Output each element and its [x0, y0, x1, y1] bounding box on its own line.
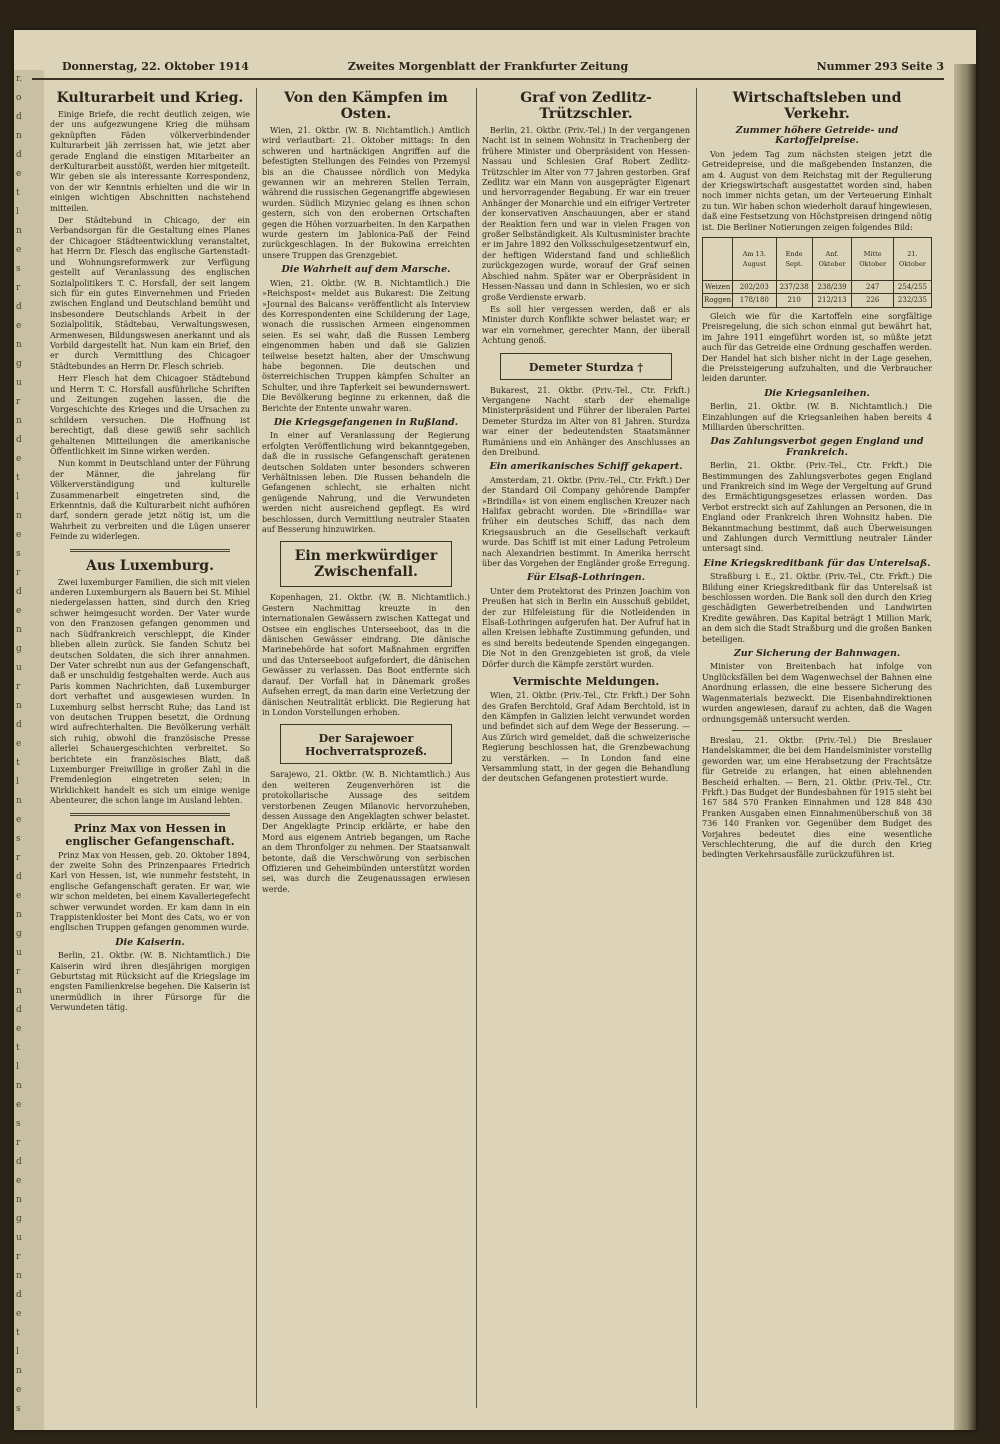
section-divider	[70, 549, 230, 552]
article-paragraph: Straßburg i. E., 21. Oktbr. (Priv.-Tel., Ctr. Frkft.) Die Bildung einer Kriegskreditbank für das Unterelsaß ist beschlossen worden. Die Bank soll den durch den Krieg geschädigten Gewerbetreibenden und Landwirten Kredite gewähren. Das Kapital beträgt 1 Million Mark, an dem sich die Stadt Straßburg und die großen Banken beteiligen.	[702, 572, 932, 644]
headline-kulturarbeit: Kulturarbeit und Krieg.	[56, 90, 244, 106]
article-paragraph: Amsterdam, 21. Oktbr. (Priv.-Tel., Ctr. Frkft.) Der der Standard Oil Company gehörende Dampfer »Brindilla« ist von einem englischen Kreuzer nach Halifax gebracht worden. Die »Brindilla« war früher ein deutsches Schiff, das nach dem Kriegsausbruch an die Gesellschaft verkauft wurde. Das Schiff ist mit einer Ladung Petroleum nach Alexandrien bestimmt. In Amerika herrscht über das Vorgehen der Engländer große Erregung.	[482, 475, 690, 569]
table-header-cell: Mitte Oktober	[852, 238, 894, 281]
headline-getreidepreise: Zummer höhere Getreide- und Kartoffelpreise.	[735, 125, 899, 147]
article-paragraph: Wien, 21. Oktbr. (W. B. Nichtamtlich.) Amtlich wird verlautbart: 21. Oktober mittags: In den schweren und hartnäckigen Angriffen auf die befestigten Stellungen des Feindes von Przemysl bis an die Chaussee nördlich von Medyka gewannen wir an mehreren Stellen Terrain, während die russischen Gegenangriffe abgewiesen wurden. Südlich Mizyniec gelang es ihnen schon gestern, sich von den erobernen Ortschaften gegen die Höhen vorzuarbeiten. In den Karpathen wurde gestern im Jablonica-Paß der Feind zurückgeschlagen. In der Bukowina erreichten unsere Truppen das Grenzgebiet.	[262, 126, 470, 260]
header-edition: Zweites Morgenblatt der Frankfurter Zeitung	[347, 60, 629, 73]
header-page-info: Nummer 293 Seite 3	[816, 60, 944, 73]
article-paragraph: Bukarest, 21. Oktbr. (Priv.-Tel., Ctr. Frkft.) Vergangene Nacht starb der ehemalige Ministerpräsident und Führer der liberalen Partei Demeter Sturdza im Alter von 81 Jahren. Sturdza war einer der bedeutendsten Staatsmänner Rumäniens und ein Anhänger des Anschlusses an den Dreibund.	[482, 385, 690, 457]
table-header-cell: Ende Sept.	[776, 238, 812, 281]
section-divider	[70, 813, 230, 816]
headline-luxemburg: Aus Luxemburg.	[86, 557, 214, 574]
table-header-cell: Am 13. August	[733, 238, 776, 281]
table-cell: 178/180	[733, 294, 776, 307]
article-paragraph: Gleich wie für die Kartoffeln eine sorgfältige Preisregelung, die sich schon einmal gut bewährt hat, im Jahre 1911 eingeführt worden ist, so müßte jetzt auch für das Getreide eine Ordnung geschaffen werden. Der Handel hat sich bisher nicht in der Lage gesehen, die Preissteigerung aufzuhalten, und die Verbraucher leiden darunter.	[702, 311, 932, 384]
headline-zahlungsverbot: Das Zahlungsverbot gegen England und Frankreich.	[710, 436, 924, 458]
table-cell: 254/255	[893, 281, 931, 294]
article-paragraph: Herr Flesch hat dem Chicagoer Städtebund und Herrn T. C. Horsfall ausführliche Schriften und Zeitungen zugehen lassen, die die Vorgeschichte des Krieges und die Ursachen zu schildern versuchen. Die Hoffnung ist berechtigt, daß diese gewiß sehr sachlich gehaltenen Mitteilungen die amerikanische Öffentlichkeit im Sinne wirken werden.	[50, 374, 250, 456]
article-paragraph: Unter dem Protektorat des Prinzen Joachim von Preußen hat sich in Berlin ein Ausschuß gebildet, der zur Hilfeleistung für die Notleidenden in Elsaß-Lothringen aufgerufen hat. Der Aufruf hat in allen Kreisen lebhafte Zustimmung gefunden, und es sind bereits bedeutende Spenden eingegangen. Die Not in den Grenzgebieten ist groß, da viele Dörfer durch die Kämpfe zerstört wurden.	[482, 586, 690, 669]
headline-kriegsanleihen: Die Kriegsanleihen.	[764, 387, 870, 399]
article-paragraph: Prinz Max von Hessen, geb. 20. Oktober 1894, der zweite Sohn des Prinzenpaares Friedrich Karl von Hessen, ist, wie nunmehr feststeht, in englische Gefangenschaft geraten. Er war, wie wir schon meldeten, bei einem Kavalleriegefecht schwer verwundet worden. Er kam dann in ein Trappistenkloster bei Mont des Cats, wo er von englischen Truppen gefangen genommen wurde.	[50, 850, 250, 933]
column-1	[50, 86, 250, 1416]
article-paragraph: Berlin, 21. Oktbr. (W. B. Nichtamtlich.) Die Einzahlungen auf die Kriegsanleihen haben bereits 4 Milliarden überschritten.	[702, 402, 932, 432]
section-divider	[732, 730, 902, 731]
article-paragraph: Berlin, 21. Oktbr. (Priv.-Tel., Ctr. Frkft.) Die Bestimmungen des Zahlungsverbotes gegen England und Frankreich sind im Wege der Vergeltung auf Grund des Ermächtigungsgesetzes erlassen worden. Das Verbot erstreckt sich auf Zahlungen an Personen, die in England oder Frankreich ihren Wohnsitz haben. Die Bekanntmachung bestimmt, daß auch Überweisungen und Zahlungen durch Vermittlung neutraler Länder untersagt sind.	[702, 461, 932, 554]
table-cell: 232/235	[893, 294, 931, 307]
table-cell: 238/239	[812, 281, 852, 294]
article-paragraph: Kopenhagen, 21. Oktbr. (W. B. Nichtamtlich.) Gestern Nachmittag kreuzte in den internationalen Gewässern zwischen Kattegat und Ostsee ein englisches Unterseeboot, das in die dänischen Gewässer eindrang. Die dänische Marinebehörde hat sofort Maßnahmen ergriffen und das Unterseeboot aufgefordert, die dänischen Gewässer zu verlassen. Das Boot entfernte sich darauf. Der Vorfall hat in Dänemark großes Aufsehen erregt, da man darin eine Verletzung der dänischen Neutralität erblickt. Die Regierung hat in London Vorstellungen erhoben.	[262, 593, 470, 717]
table-header-cell: 21. Oktober	[893, 238, 931, 281]
headline-wahrheit: Die Wahrheit auf dem Marsche.	[281, 264, 451, 276]
headline-schiff: Ein amerikanisches Schiff gekapert.	[489, 461, 683, 473]
article-paragraph: Der Städtebund in Chicago, der ein Verbandsorgan für die Gestaltung eines Planes der Chicagoer Städteentwicklung veranstaltet, hat Herrn Dr. Flesch das englische Gartenstadt- und Wohnungsreformwerk zur Verfügung gestellt auf Veranlassung des englischen Sozialpolitikers T. C. Horsfall, der seit langem sich für ein gutes Einvernehmen und Frieden zwischen England und Deutschland bemüht und insbesondere Deutschlands Arbeit in der Sozialpolitik, Städtebau, Verwaltungswesen, Armenwesen, Bildungswesen anerkannt und als Vorbild dargestellt hat. Nun kam ein Brief, den er durch Vermittlung des Chicagoer Städtebundes an Herrn Dr. Flesch schrieb.	[50, 216, 250, 371]
headline-vermischte: Vermischte Meldungen.	[512, 675, 660, 689]
table-cell: 226	[852, 294, 894, 307]
article-paragraph: Berlin, 21. Oktbr. (Priv.-Tel.) In der vergangenen Nacht ist in seinem Wohnsitz in Trachenberg der frühere Minister und Oberpräsident von Hessen-Nassau und Schlesien Graf Robert Zedlitz-Trützschler im Alter von 77 Jahren gestorben. Graf Zedlitz war ein Mann von ausgeprägter Eigenart und hervorragender Begabung. Er war ein treuer Anhänger der Monarchie und ein eifriger Vertreter der konservativen Anschauungen, aber er stand der Reaktion fern und war in vielen Fragen von großer Selbständigkeit. Als Kultusminister brachte er im Jahre 1892 den Volksschulgesetzentwurf ein, der heftigen Widerstand fand und schließlich zurückgezogen wurde, worauf der Graf seinen Abschied nahm. Später war er Oberpräsident in Hessen-Nassau und dann in Schlesien, wo er sich große Verdienste erwarb.	[482, 126, 690, 302]
table-cell: 212/213	[812, 294, 852, 307]
column-3	[482, 86, 690, 1416]
table-row	[703, 294, 932, 307]
article-paragraph: In einer auf Veranlassung der Regierung erfolgten Veröffentlichung wird bekanntgegeben, daß die in russische Gefangenschaft geratenen deutschen Soldaten unter besonders schweren Verhältnissen leben. Die Russen behandeln die Gefangenen schlecht, sie erhalten nicht genügende Nahrung, und die Verwundeten werden nicht ausreichend gepflegt. Es wird beschlossen, durch Vermittlung neutraler Staaten auf Besserung hinzuwirken.	[262, 431, 470, 535]
table-header-cell: Anf. Oktober	[812, 238, 852, 281]
column-rule	[256, 88, 257, 1408]
page-header	[32, 58, 944, 80]
article-paragraph: Minister von Breitenbach hat infolge von Unglücksfällen bei dem Wagenwechsel der Bahnen eine Anordnung erlassen, die eine bessere Sicherung des Wagenmaterials bezweckt. Die Eisenbahndirektionen wurden angewiesen, darauf zu achten, daß die Wagen ordnungsgemäß untersucht werden.	[702, 662, 932, 724]
column-4	[702, 86, 932, 1416]
column-rule	[696, 88, 697, 1408]
table-cell: 237/238	[776, 281, 812, 294]
page-edge	[954, 64, 976, 1430]
boxed-headline	[280, 541, 452, 587]
article-paragraph: Wien, 21. Oktbr. (W. B. Nichtamtlich.) Die »Reichspost« meldet aus Bukarest: Die Zeitung »Journal des Balcans« veröffentlicht als Interview des Korrespondenten eine Schilderung der Lage, wonach die russischen Armeen eingenommen seien. Es sei wahr, daß die Russen Lemberg eingenommen haben und daß sie Galizien teilweise besetzt halten, aber der Umschwung habe begonnen. Die deutschen und österreichischen Truppen kämpfen Schulter an Schulter, und ihre Tapferkeit sei bewundernswert. Die Bevölkerung beginne zu erkennen, daß die Berichte der Entente unwahr waren.	[262, 278, 470, 413]
headline-prinz-max: Prinz Max von Hessen in englischer Gefangenschaft.	[65, 821, 235, 848]
headline-kaiserin: Die Kaiserin.	[115, 936, 185, 948]
headline-kriegsgefangene: Die Kriegsgefangenen in Rußland.	[273, 416, 459, 428]
headline-kriegskreditbank: Eine Kriegskreditbank für das Unterelsaß.	[703, 557, 931, 569]
headline-sturdza: Demeter Sturdza †	[528, 360, 644, 374]
table-header-row	[703, 238, 932, 281]
article-paragraph: Nun kommt in Deutschland unter der Führung der Männer, die jahrelang für Völkerverständigung und kulturelle Zusammenarbeit eingetreten sind, die Erkenntnis, daß die Kulturarbeit nicht aufhören darf, sondern gerade jetzt nötig ist, um die Wahrheit zu verbreiten und die Lügen unserer Feinde zu widerlegen.	[50, 459, 250, 542]
price-table	[702, 237, 932, 308]
headline-elsass: Für Elsaß-Lothringen.	[526, 572, 646, 584]
table-row	[703, 281, 932, 294]
article-paragraph: Berlin, 21. Oktbr. (W. B. Nichtamtlich.) Die Kaiserin wird ihren diesjährigen morgigen Geburtstag mit Rücksicht auf die Kriegslage im engsten Familienkreise begehen. Die Kaiserin ist unermüdlich in ihrer Fürsorge für die Verwundeten tätig.	[50, 951, 250, 1013]
headline-wirtschaft: Wirtschaftsleben und Verkehr.	[732, 90, 902, 122]
table-cell: 247	[852, 281, 894, 294]
table-cell: Weizen	[703, 281, 733, 294]
article-paragraph: Wien, 21. Oktbr. (Priv.-Tel., Ctr. Frkft.) Der Sohn des Grafen Berchtold, Graf Adam Berchtold, ist in den Kämpfen in Galizien leicht verwundet worden und befindet sich auf dem Wege der Besserung. — Aus Zürich wird gemeldet, daß die schweizerische Regierung beschlossen hat, die Grenzbewachung zu verstärken. — In London fand eine Versammlung statt, in der gegen die Behandlung der deutschen Gefangenen protestiert wurde.	[482, 691, 690, 784]
header-date: Donnerstag, 22. Oktober 1914	[62, 60, 249, 73]
headline-zwischenfall: Ein merkwürdiger Zwischenfall.	[294, 548, 438, 581]
article-paragraph: Breslau, 21. Oktbr. (Priv.-Tel.) Die Breslauer Handelskammer, die bei dem Handelsminister vorstellig geworden war, um eine Herabsetzung der Frachtsätze für Getreide zu erlangen, hat einen ablehnenden Bescheid erhalten. — Bern, 21. Oktbr. (Priv.-Tel., Ctr. Frkft.) Das Budget der Bundesbahnen für 1915 sieht bei 167 584 570 Franken Einnahmen und 128 848 430 Franken Ausgaben einen Einnahmenüberschuß von 38 736 140 Franken vor. Gegenüber dem Budget des Vorjahres bedeutet dies eine wesentliche Verschlechterung, die auf die durch den Krieg bedingten Verkehrsausfälle zurückzuführen ist.	[702, 735, 932, 860]
boxed-headline	[500, 353, 672, 380]
table-cell: 202/203	[733, 281, 776, 294]
boxed-headline	[280, 724, 452, 764]
article-paragraph: Von jedem Tag zum nächsten steigen jetzt die Getreidepreise, und die maßgebenden Instanzen, die am 4. August von dem Reichstag mit der Regulierung der Kriegswirtschaft ausgestattet worden sind, haben noch immer nichts getan, um der Verteuerung Einhalt zu tun. Wir haben schon wiederholt darauf hingewiesen, daß eine Festsetzung von Höchstpreisen dringend nötig ist. Die Berliner Notierungen zeigen folgendes Bild:	[702, 149, 932, 232]
article-paragraph: Sarajewo, 21. Oktbr. (W. B. Nichtamtlich.) Aus den weiteren Zeugenverhören ist die protokollarische Aussage des seitdem verstorbenen Zeugen Milanovic hervorzuheben, dessen Aussage den Angeklagten schwer belastet. Der Angeklagte Princip erklärte, er habe den Mord aus eigenem Antrieb begangen, um Rache an dem Thronfolger zu nehmen. Der Staatsanwalt betonte, daß die Verschwörung von serbischen Offizieren und Geheimbünden unterstützt worden sei, was durch die Zeugenaussagen erwiesen werde.	[262, 770, 470, 894]
table-header-cell	[703, 238, 733, 281]
newspaper-page	[14, 30, 976, 1430]
article-paragraph: Es soll hier vergessen werden, daß er als Minister durch Konflikte schwer belastet war; er war ein vornehmer, gerechter Mann, der überall Achtung genoß.	[482, 304, 690, 346]
table-cell: 210	[776, 294, 812, 307]
article-paragraph: Einige Briefe, die recht deutlich zeigen, wie der uns aufgezwungene Krieg die mühsam geknüpften Fäden völkerverbindender Kulturarbeit jäh zerrissen hat, wie jetzt aber gerade England die einstigen Mitarbeiter an derKulturarbeit ausstößt, werden hier mitgeteilt. Wir geben sie als interessante Korrespondenz, von der wir Kenntnis erhielten und die wir in einigen wichtigen Abschnitten nachstehend mitteilen.	[50, 110, 250, 213]
column-2	[262, 86, 470, 1416]
adjacent-page-strip: r. o d n d e t l n e s r d e n g u r n d e t l n e s r d e n g u r n d e t l n e s r d e n g u r n d e t l n e s r d e n g u r n d e t l n e s	[14, 70, 44, 1430]
headline-sarajewo: Der Sarajewoer Hochverratsprozeß.	[304, 732, 428, 759]
table-cell: Roggen	[703, 294, 733, 307]
article-paragraph: Zwei luxemburger Familien, die sich mit vielen anderen Luxemburgern als Bauern bei St. Mihiel niedergelassen hatten, sind durch den Krieg schwer heimgesucht worden. Der Vater wurde von den Franzosen gefangen genommen und nach Südfrankreich verschleppt, die Kinder blieben allein zurück. Sie fanden Schutz bei deutschen Soldaten, die sich ihrer annahmen. Der Vater schreibt nun aus der Gefangenschaft, daß er unschuldig festgehalten werde. Auch aus Paris kommen Nachrichten, daß Luxemburger dort verhaftet und ausgewiesen wurden. In Luxemburg selbst herrscht Ruhe; das Land ist von deutschen Truppen besetzt, die Ordnung wird aufrechterhalten. Die Bevölkerung verhält sich ruhig, obwohl die französische Presse allerlei Schauergeschichten verbreitet. So berichtete ein französisches Blatt, daß Luxemburger Freiwillige in großer Zahl in die Fremdenlegion eingetreten seien; in Wirklichkeit handelt es sich um einige wenige Abenteurer, die schon lange im Ausland lebten.	[50, 577, 250, 806]
headline-zedlitz: Graf von Zedlitz-Trützschler.	[520, 90, 652, 122]
headline-kaempfe-osten: Von den Kämpfen im Osten.	[284, 90, 448, 122]
headline-bahnwagen: Zur Sicherung der Bahnwagen.	[733, 648, 901, 660]
column-rule	[476, 88, 477, 1408]
